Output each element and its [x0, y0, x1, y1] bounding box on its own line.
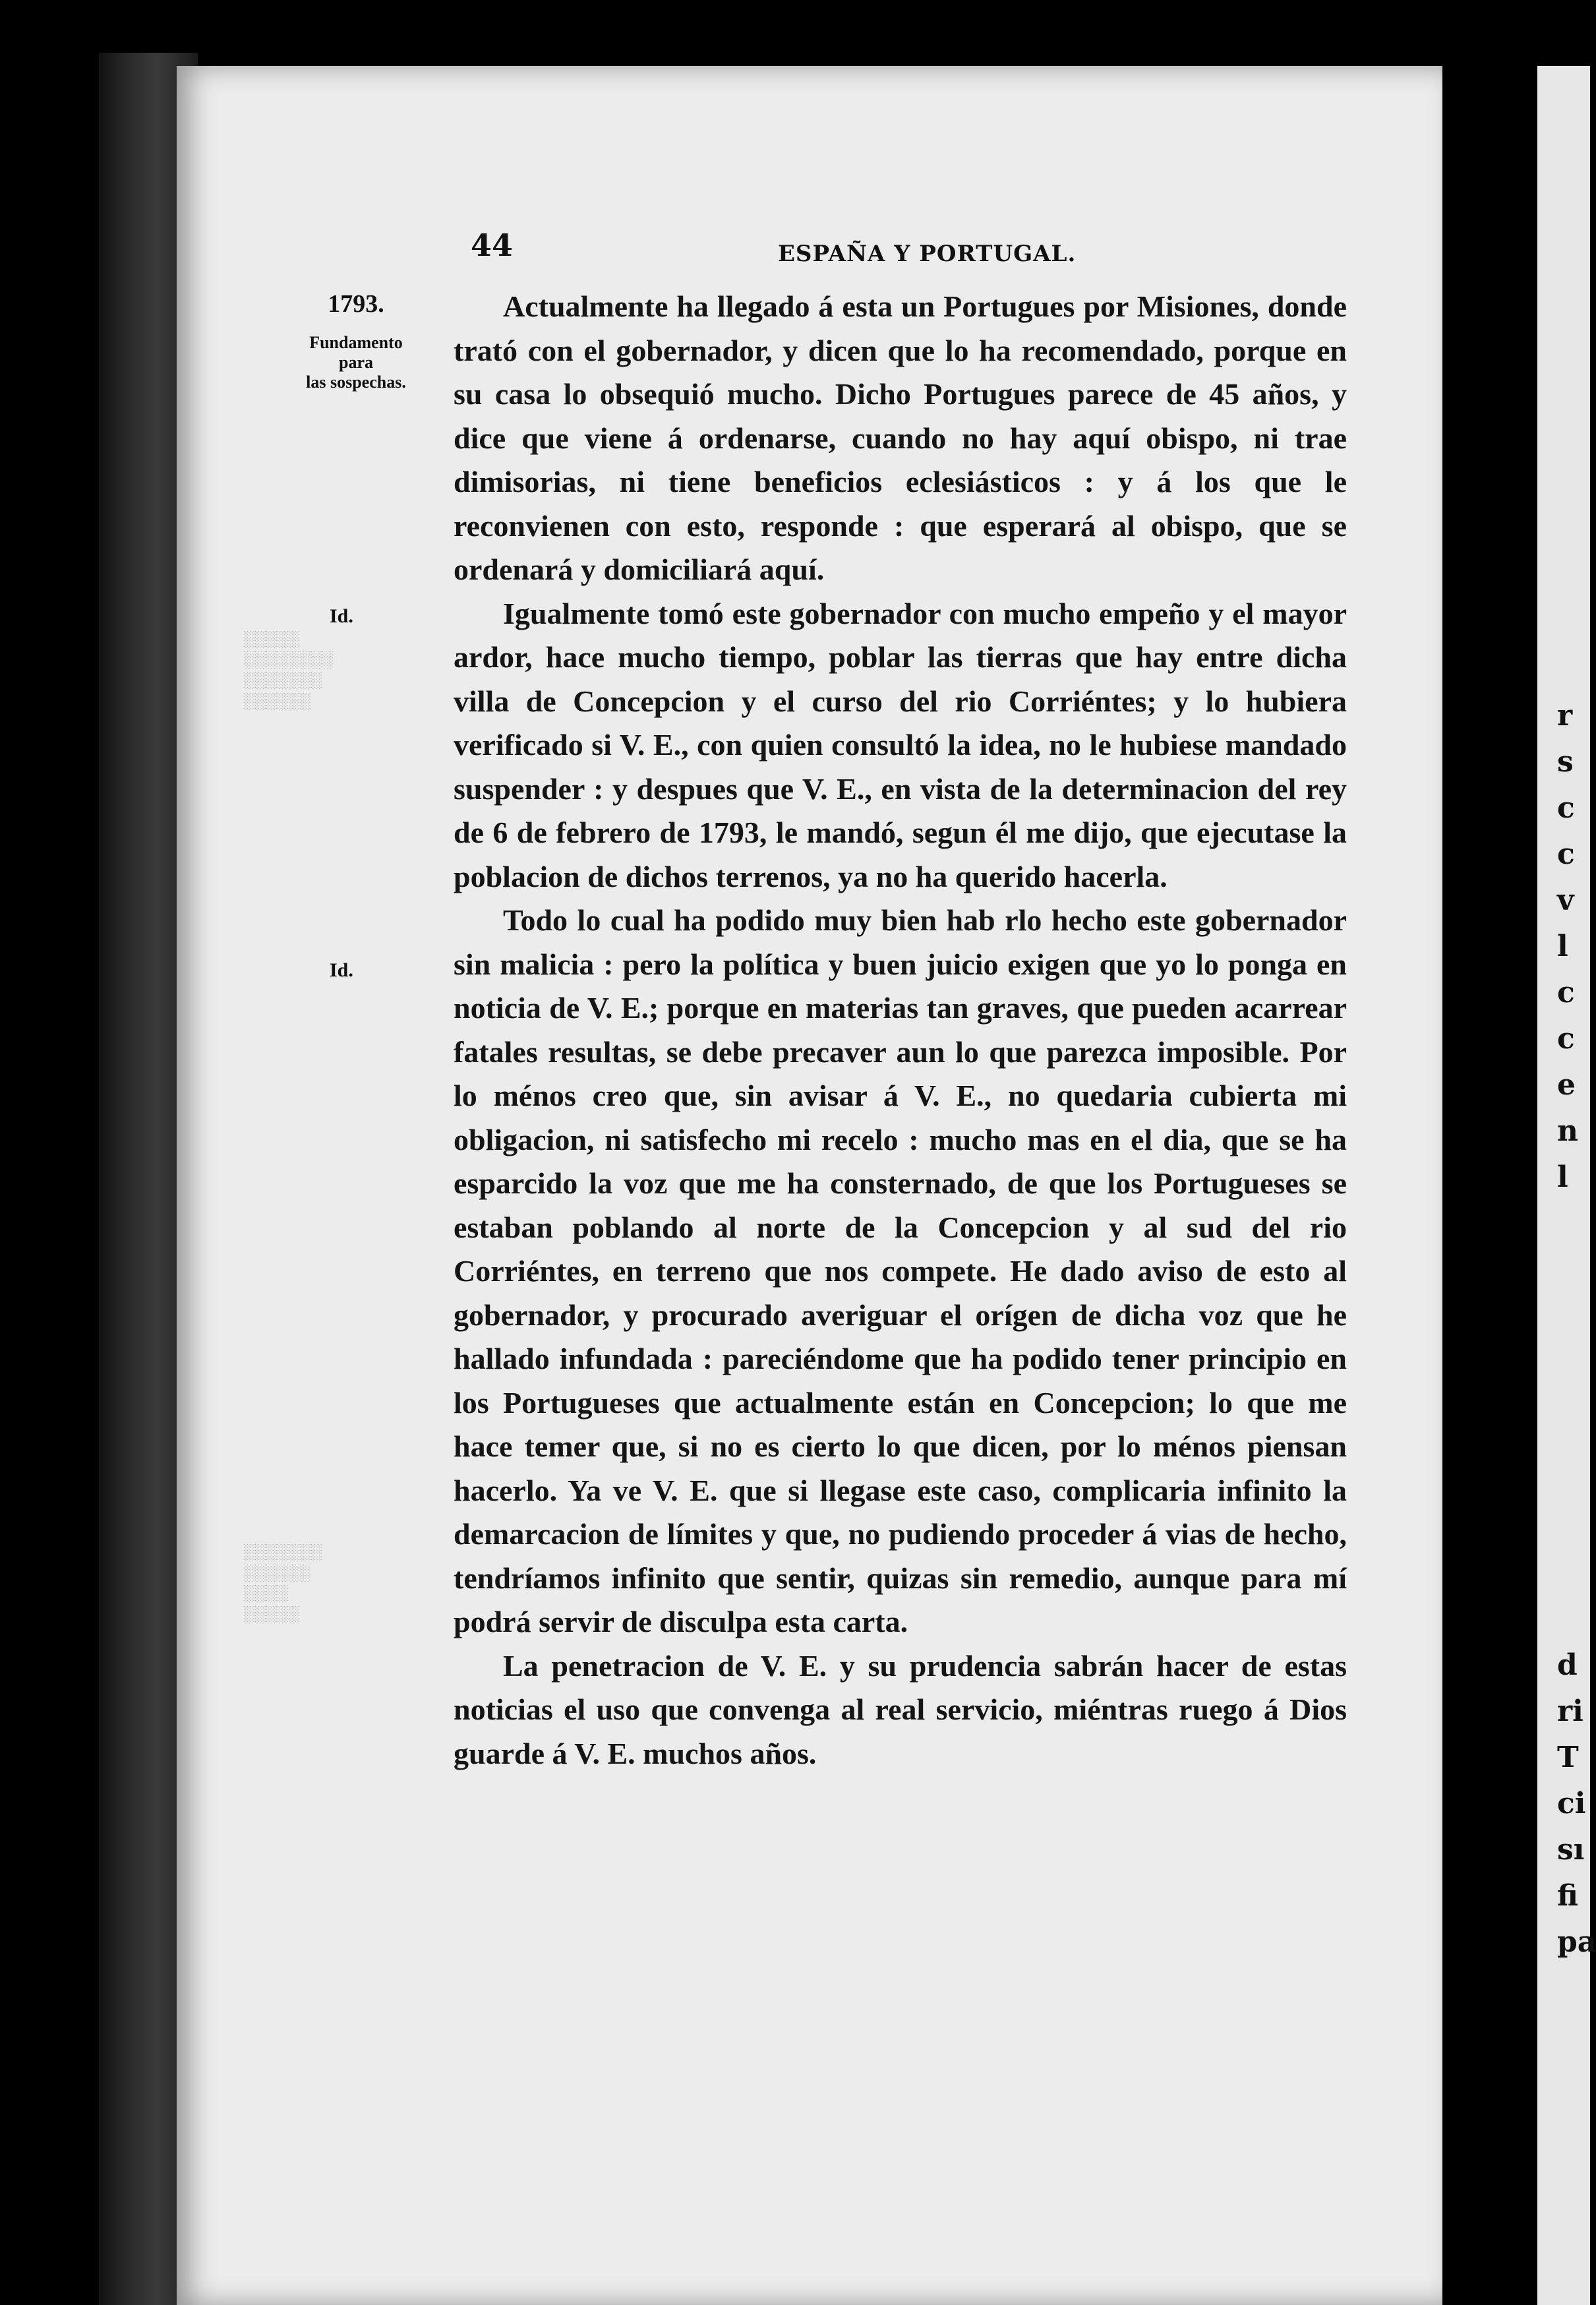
running-title: ESPAÑA Y PORTUGAL. [778, 241, 1077, 267]
sidenote-line: Fundamento [309, 333, 403, 352]
adjacent-fragment: c [1557, 1022, 1575, 1056]
sidenote-topic [283, 333, 429, 392]
adjacent-fragment: sı [1557, 1833, 1585, 1867]
adjacent-fragment: d [1557, 1648, 1578, 1682]
adjacent-fragment: c [1557, 976, 1575, 1009]
paragraph: Igualmente tomó este gobernador con mucho empeño y el mayor ardor, hace mucho tiempo, poblar las tierras que hay entre dicha villa de Concepcion y el curso del rio Corriéntes; y lo hubiera verificado si V. E., con quien consultó la idea, no le hubiese mandado suspender : y despues que V. E., en vista de la determinacion del rey de 6 de febrero de 1793, le mandó, segun él me dijo, que ejecutase la poblacion de dichos terrenos, ya no ha querido hacerla. [454, 596, 1347, 893]
adjacent-fragment: l [1557, 930, 1568, 963]
sidenote-line: las sospechas. [306, 372, 406, 392]
paragraph: La penetracion de V. E. y su prudencia sabrán hacer de estas noticias el uso que convenga al real servicio, miéntras ruego á Dios guarde á V. E. muchos años. [454, 1648, 1347, 1770]
paragraph: Actualmente ha llegado á esta un Portugues por Misiones, donde trató con el gobernador, y dicen que lo ha recomendado, porque en su casa lo obsequió mucho. Dicho Portugues parece de 45 años, y dice que viene á ordenarse, cuando no hay aquí obispo, ni trae dimisorias, ni tiene beneficios eclesiásticos : y á los que le reconvienen con esto, responde : que esperará al obispo, que se ordenará y domiciliará aquí. [454, 289, 1347, 586]
sidenote-line: para [339, 352, 373, 372]
paragraph: Todo lo cual ha podido muy bien hab rlo hecho este gobernador sin malicia : pero la política y buen juicio exigen que yo lo ponga en noticia de V. E.; porque en materias tan graves, que pueden acarrear fatales resultas, se debe precaver aun lo que parezca imposible. Por lo ménos creo que, sin avisar á V. E., no quedaria cubierta mi obligacion, ni satisfecho mi recelo : mucho mas en el dia, que se ha esparcido la voz que me ha consternado, de que los Portugueses se estaban poblando al norte de la Concepcion y al sud del rio Corriéntes, en terreno que nos compete. He dado aviso de esto al gobernador, y procurado averiguar el orígen de dicha voz que he hallado infundada : pareciéndome que ha podido tener principio en los Portugueses que actualmente están en Concepcion; lo que me hace temer que, si no es cierto lo que dicen, por lo ménos piensan hacerlo. Ya ve V. E. que si llegase este caso, complicaria infinito la demarcacion de límites y que, no pudiendo proceder á vias de hecho, tendríamos infinito que sentir, quizas sin remedio, aunque para mí podrá servir de disculpa esta carta. [454, 903, 1347, 1638]
adjacent-fragment: pa [1557, 1925, 1596, 1959]
adjacent-fragment: ri [1557, 1694, 1583, 1728]
adjacent-fragment: v [1557, 883, 1574, 917]
sidenote-year: 1793. [328, 290, 384, 318]
adjacent-fragment: fi [1557, 1879, 1578, 1913]
show-through-text: ░░░░░ ░░░░░░░░ ░░░░░░░ ░░░░░░ [244, 631, 334, 710]
adjacent-fragment: l [1557, 1160, 1568, 1194]
page-number: 44 [471, 227, 514, 263]
body-text [454, 285, 1347, 1776]
adjacent-fragment: c [1557, 837, 1575, 871]
adjacent-fragment: n [1557, 1114, 1578, 1148]
adjacent-fragment: e [1557, 1068, 1576, 1102]
sidenote-id: Id. [330, 605, 353, 627]
sidenote-id: Id. [330, 959, 353, 981]
adjacent-fragment: s [1557, 745, 1574, 779]
adjacent-page-edge [1537, 66, 1596, 2305]
adjacent-fragment: ci [1557, 1787, 1586, 1820]
adjacent-fragment: c [1557, 791, 1575, 825]
adjacent-fragment: r [1557, 699, 1573, 733]
page-gutter [1442, 66, 1537, 2305]
adjacent-fragment: T [1557, 1741, 1579, 1774]
show-through-text: ░░░░░░░ ░░░░░░ ░░░░ ░░░░░ [244, 1544, 323, 1623]
